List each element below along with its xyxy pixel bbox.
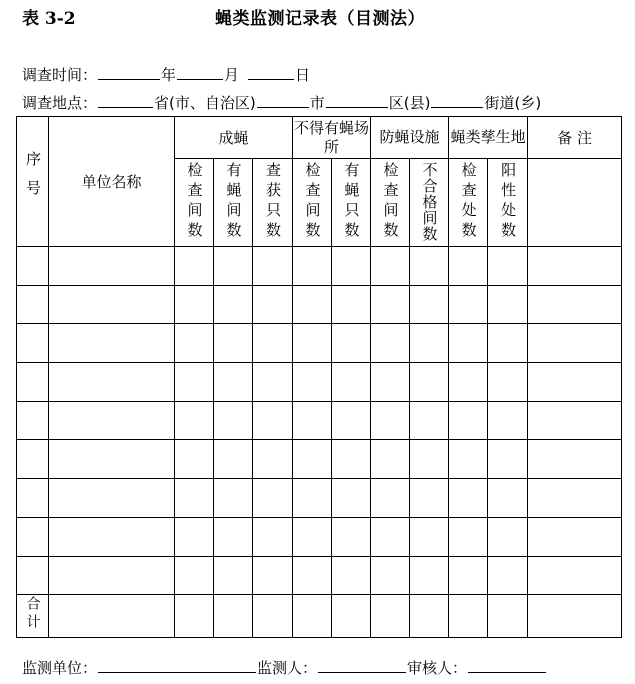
table-cell[interactable] bbox=[332, 556, 371, 595]
table-cell[interactable] bbox=[332, 440, 371, 479]
table-row bbox=[17, 479, 622, 518]
fly-monitoring-table bbox=[16, 116, 622, 638]
survey-time-line bbox=[22, 64, 310, 85]
table-cell[interactable] bbox=[49, 479, 175, 518]
year-label: 年 bbox=[161, 66, 177, 84]
table-cell[interactable] bbox=[49, 324, 175, 363]
monitor-label: 监测人： bbox=[257, 659, 318, 677]
table-cell[interactable] bbox=[253, 479, 293, 518]
table-cell[interactable] bbox=[253, 440, 293, 479]
table-cell[interactable] bbox=[293, 440, 332, 479]
table-cell[interactable] bbox=[528, 401, 622, 440]
table-cell[interactable] bbox=[293, 363, 332, 402]
table-cell[interactable] bbox=[214, 595, 253, 638]
table-cell[interactable] bbox=[17, 247, 49, 286]
table-cell[interactable] bbox=[293, 285, 332, 324]
table-cell[interactable] bbox=[449, 479, 488, 518]
table-cell[interactable] bbox=[17, 440, 49, 479]
reviewer-label: 审核人： bbox=[407, 659, 468, 677]
subcol-header: 检查处数 bbox=[449, 159, 488, 247]
page-title: 蝇类监测记录表（目测法） bbox=[215, 9, 425, 29]
table-cell[interactable] bbox=[449, 595, 488, 638]
table-cell[interactable] bbox=[49, 595, 175, 638]
table-cell[interactable] bbox=[371, 324, 410, 363]
total-row bbox=[17, 595, 622, 638]
table-cell[interactable] bbox=[410, 595, 449, 638]
subcol-header: 检查间数 bbox=[371, 159, 410, 247]
table-cell[interactable] bbox=[253, 247, 293, 286]
table-cell[interactable] bbox=[253, 401, 293, 440]
table-cell[interactable] bbox=[371, 363, 410, 402]
month-blank[interactable] bbox=[177, 64, 223, 80]
table-cell[interactable] bbox=[17, 517, 49, 556]
table-cell[interactable] bbox=[449, 440, 488, 479]
table-cell[interactable] bbox=[175, 247, 214, 286]
day-label: 日 bbox=[295, 66, 311, 84]
table-cell[interactable] bbox=[175, 363, 214, 402]
table-row bbox=[17, 247, 622, 286]
table-cell[interactable] bbox=[293, 556, 332, 595]
table-cell[interactable] bbox=[449, 247, 488, 286]
table-cell[interactable] bbox=[293, 247, 332, 286]
table-cell[interactable] bbox=[332, 595, 371, 638]
table-cell[interactable] bbox=[175, 595, 214, 638]
table-cell[interactable] bbox=[49, 517, 175, 556]
table-cell[interactable] bbox=[528, 479, 622, 518]
monitoring-unit-blank[interactable] bbox=[98, 657, 256, 673]
table-cell[interactable] bbox=[488, 517, 528, 556]
table-cell[interactable] bbox=[17, 285, 49, 324]
table-cell[interactable] bbox=[528, 595, 622, 638]
table-cell[interactable] bbox=[332, 479, 371, 518]
table-cell[interactable] bbox=[371, 440, 410, 479]
table-cell[interactable] bbox=[371, 247, 410, 286]
table-cell[interactable] bbox=[214, 324, 253, 363]
table-cell[interactable] bbox=[175, 479, 214, 518]
table-cell[interactable] bbox=[410, 517, 449, 556]
table-cell[interactable] bbox=[488, 324, 528, 363]
survey-location-line bbox=[22, 92, 541, 113]
table-cell[interactable] bbox=[528, 324, 622, 363]
table-cell[interactable] bbox=[253, 595, 293, 638]
table-cell[interactable] bbox=[488, 363, 528, 402]
table-cell[interactable] bbox=[17, 401, 49, 440]
table-cell[interactable] bbox=[410, 479, 449, 518]
table-cell[interactable] bbox=[214, 363, 253, 402]
table-cell[interactable] bbox=[332, 517, 371, 556]
table-cell[interactable] bbox=[214, 517, 253, 556]
table-cell[interactable] bbox=[175, 556, 214, 595]
table-cell[interactable] bbox=[449, 556, 488, 595]
table-cell[interactable] bbox=[49, 285, 175, 324]
table-cell[interactable] bbox=[214, 401, 253, 440]
total-label: 合计 bbox=[17, 595, 49, 638]
table-row bbox=[17, 401, 622, 440]
table-cell[interactable] bbox=[371, 285, 410, 324]
table-cell[interactable] bbox=[49, 440, 175, 479]
table-cell[interactable] bbox=[49, 247, 175, 286]
table-cell[interactable] bbox=[175, 324, 214, 363]
monitoring-unit-label: 监测单位： bbox=[22, 659, 98, 677]
table-cell[interactable] bbox=[253, 363, 293, 402]
city-label: 市 bbox=[309, 94, 325, 112]
table-cell[interactable] bbox=[449, 285, 488, 324]
table-cell[interactable] bbox=[17, 556, 49, 595]
table-cell[interactable] bbox=[332, 363, 371, 402]
table-cell[interactable] bbox=[49, 556, 175, 595]
table-cell[interactable] bbox=[488, 556, 528, 595]
survey-time-label: 调查时间： bbox=[22, 66, 98, 84]
table-cell[interactable] bbox=[371, 401, 410, 440]
month-label: 月 bbox=[224, 66, 240, 84]
data-rows bbox=[17, 247, 622, 595]
subcol-header: 不合格间数 bbox=[410, 159, 449, 247]
subcol-header: 检查间数 bbox=[175, 159, 214, 247]
province-label: 省(市、自治区) bbox=[154, 94, 256, 112]
table-cell[interactable] bbox=[410, 247, 449, 286]
table-cell[interactable] bbox=[449, 517, 488, 556]
street-blank[interactable] bbox=[431, 92, 483, 108]
table-row bbox=[17, 556, 622, 595]
table-cell[interactable] bbox=[449, 324, 488, 363]
subcol-header: 有蝇只数 bbox=[332, 159, 371, 247]
table-cell[interactable] bbox=[214, 247, 253, 286]
remarks-cell bbox=[528, 159, 622, 247]
table-cell[interactable] bbox=[253, 324, 293, 363]
table-cell[interactable] bbox=[293, 401, 332, 440]
table-cell[interactable] bbox=[410, 324, 449, 363]
table-cell[interactable] bbox=[214, 285, 253, 324]
table-cell[interactable] bbox=[175, 285, 214, 324]
table-cell[interactable] bbox=[410, 440, 449, 479]
table-cell[interactable] bbox=[214, 440, 253, 479]
table-row bbox=[17, 363, 622, 402]
table-cell[interactable] bbox=[528, 556, 622, 595]
table-cell[interactable] bbox=[253, 285, 293, 324]
table-cell[interactable] bbox=[449, 363, 488, 402]
unit-name-header: 单位名称 bbox=[49, 117, 175, 247]
table-cell[interactable] bbox=[410, 556, 449, 595]
district-blank[interactable] bbox=[326, 92, 388, 108]
subcol-header: 有蝇间数 bbox=[214, 159, 253, 247]
table-cell[interactable] bbox=[528, 440, 622, 479]
table-cell[interactable] bbox=[488, 247, 528, 286]
day-blank[interactable] bbox=[248, 64, 294, 80]
table-cell[interactable] bbox=[214, 479, 253, 518]
province-blank[interactable] bbox=[98, 92, 153, 108]
breeding-sites-header: 蝇类孳生地 bbox=[449, 117, 528, 159]
table-cell[interactable] bbox=[214, 556, 253, 595]
table-cell[interactable] bbox=[371, 479, 410, 518]
table-cell[interactable] bbox=[332, 401, 371, 440]
subcol-header: 阳性处数 bbox=[488, 159, 528, 247]
table-cell[interactable] bbox=[49, 401, 175, 440]
table-cell[interactable] bbox=[371, 595, 410, 638]
subcol-header: 检查间数 bbox=[293, 159, 332, 247]
table-row bbox=[17, 324, 622, 363]
table-cell[interactable] bbox=[371, 556, 410, 595]
table-cell[interactable] bbox=[175, 401, 214, 440]
table-cell[interactable] bbox=[293, 517, 332, 556]
fly-prevention-header: 防蝇设施 bbox=[371, 117, 449, 159]
table-cell[interactable] bbox=[49, 363, 175, 402]
no-fly-places-header: 不得有蝇场所 bbox=[293, 117, 371, 159]
survey-location-label: 调查地点： bbox=[22, 94, 98, 112]
district-label: 区(县) bbox=[388, 94, 431, 112]
table-cell[interactable] bbox=[371, 517, 410, 556]
table-cell[interactable] bbox=[17, 324, 49, 363]
city-blank[interactable] bbox=[257, 92, 309, 108]
table-cell[interactable] bbox=[528, 517, 622, 556]
table-cell[interactable] bbox=[488, 285, 528, 324]
table-cell[interactable] bbox=[332, 324, 371, 363]
footer-signatures bbox=[22, 657, 547, 678]
table-cell[interactable] bbox=[488, 595, 528, 638]
table-cell[interactable] bbox=[528, 363, 622, 402]
table-cell[interactable] bbox=[253, 517, 293, 556]
reviewer-blank[interactable] bbox=[468, 657, 546, 673]
table-cell[interactable] bbox=[175, 440, 214, 479]
adult-flies-header: 成蝇 bbox=[175, 117, 293, 159]
table-cell[interactable] bbox=[488, 440, 528, 479]
table-cell[interactable] bbox=[528, 247, 622, 286]
table-cell[interactable] bbox=[293, 479, 332, 518]
table-row bbox=[17, 517, 622, 556]
table-cell[interactable] bbox=[449, 401, 488, 440]
table-cell[interactable] bbox=[332, 285, 371, 324]
monitor-blank[interactable] bbox=[318, 657, 406, 673]
table-cell[interactable] bbox=[293, 595, 332, 638]
table-cell[interactable] bbox=[410, 363, 449, 402]
table-cell[interactable] bbox=[528, 285, 622, 324]
table-row bbox=[17, 285, 622, 324]
seq-header: 序号 bbox=[17, 117, 49, 247]
table-cell[interactable] bbox=[253, 556, 293, 595]
table-number: 表 3-2 bbox=[22, 9, 76, 29]
table-row bbox=[17, 440, 622, 479]
year-blank[interactable] bbox=[98, 64, 160, 80]
remarks-header: 备 注 bbox=[528, 117, 622, 159]
table-cell[interactable] bbox=[410, 401, 449, 440]
table-cell[interactable] bbox=[488, 401, 528, 440]
street-label: 街道(乡) bbox=[484, 94, 542, 112]
table-cell[interactable] bbox=[17, 479, 49, 518]
table-cell[interactable] bbox=[488, 479, 528, 518]
table-cell[interactable] bbox=[332, 247, 371, 286]
table-cell[interactable] bbox=[17, 363, 49, 402]
table-cell[interactable] bbox=[410, 285, 449, 324]
subcol-header: 查获只数 bbox=[253, 159, 293, 247]
table-cell[interactable] bbox=[175, 517, 214, 556]
table-cell[interactable] bbox=[293, 324, 332, 363]
